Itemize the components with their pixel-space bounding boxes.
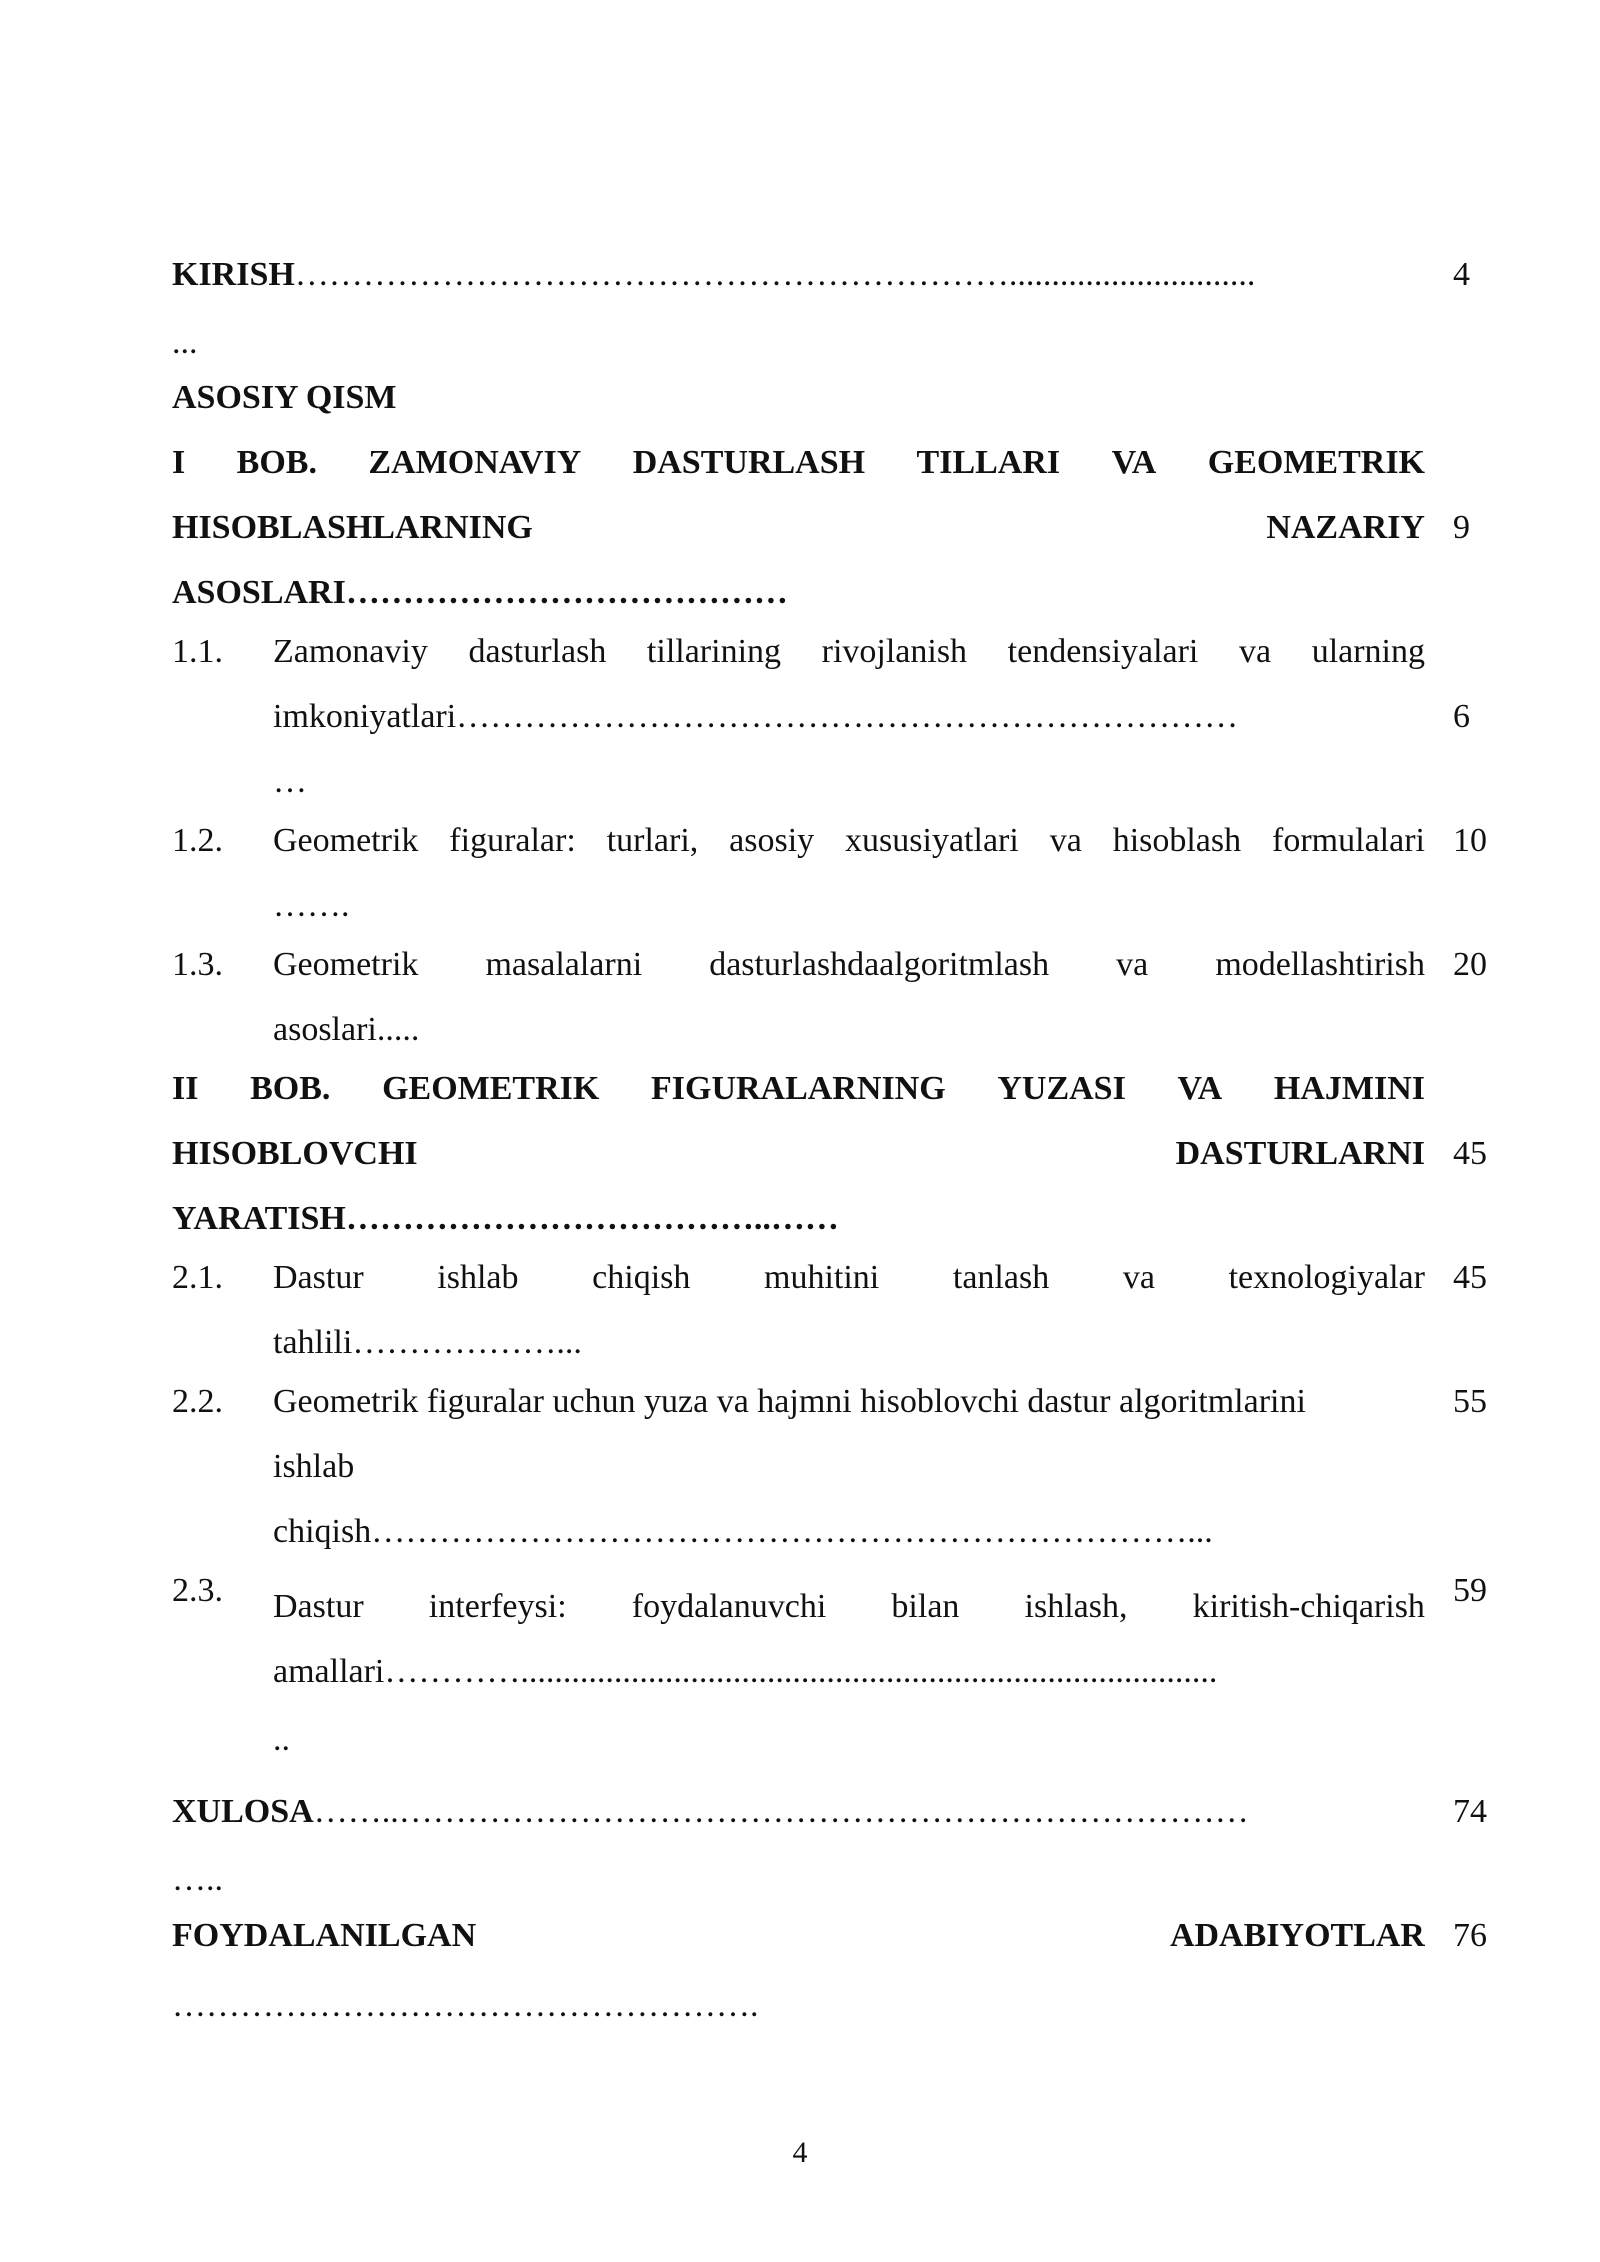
word: HISOBLOVCHI: [172, 1135, 418, 1172]
toc-chapter-1-line1[interactable]: [172, 443, 1425, 483]
word: va: [1116, 946, 1149, 983]
toc-leader-dots: ……………………………………………………….............................: [294, 256, 1256, 293]
word: tendensiyalari: [1007, 633, 1199, 670]
word: ADABIYOTLAR: [1169, 1917, 1425, 1954]
toc-continuation: ..: [273, 1721, 290, 1758]
word: ishlash,: [1024, 1588, 1128, 1625]
word: Dastur: [273, 1259, 364, 1296]
toc-page-number: 45: [1453, 1259, 1487, 1296]
toc-page-number: 4: [1453, 256, 1470, 293]
word: va: [1049, 822, 1082, 859]
word: va: [1238, 633, 1272, 670]
toc-section-number: 2.2.: [172, 1383, 223, 1420]
word: asosiy: [729, 822, 815, 859]
toc-title: XULOSA: [172, 1793, 314, 1830]
toc-continuation: …: [273, 763, 307, 800]
word: Geometrik: [273, 946, 419, 983]
word: masalalarni: [485, 946, 643, 983]
toc-section-2-2-line3: chiqish………………………………………………………………...: [273, 1513, 1213, 1550]
word: figuralar:: [449, 822, 576, 859]
word: BOB.: [236, 444, 317, 481]
toc-section-2-1-line1[interactable]: [273, 1258, 1425, 1298]
word: VA: [1177, 1070, 1223, 1107]
toc-section-2-1-line2: tahlili………………...: [273, 1324, 582, 1361]
word: YUZASI: [997, 1070, 1126, 1107]
page-number-footer: 4: [792, 2136, 808, 2169]
toc-leader-dots: …………………………………………….: [172, 1987, 759, 2024]
word: tanlash: [952, 1259, 1050, 1296]
toc-entry-xulosa[interactable]: [172, 1792, 1404, 1832]
word: HISOBLASHLARNING: [172, 509, 533, 546]
toc-page-number: 59: [1453, 1572, 1487, 1609]
toc-page-number: 9: [1453, 509, 1470, 546]
word: tillarining: [646, 633, 782, 670]
toc-section-1-3-line1[interactable]: [273, 945, 1425, 985]
toc-page-number: 45: [1453, 1135, 1487, 1172]
toc-page-number: 55: [1453, 1383, 1487, 1420]
toc-chapter-1-line3[interactable]: ASOSLARI…………………………………: [172, 574, 788, 611]
toc-continuation: …..: [172, 1861, 223, 1898]
section-heading: ASOSIY QISM: [172, 379, 397, 416]
word: muhitini: [764, 1259, 880, 1296]
word: texnologiyalar: [1228, 1259, 1425, 1296]
word: TILLARI: [916, 444, 1061, 481]
word: FOYDALANILGAN: [172, 1917, 477, 1954]
toc-entry-adabiyotlar[interactable]: [172, 1916, 1425, 1956]
toc-continuation: ...: [172, 324, 198, 361]
word: interfeysi:: [428, 1588, 567, 1625]
word: modellashtirish: [1215, 946, 1425, 983]
word: ishlab: [437, 1259, 519, 1296]
word: bilan: [891, 1588, 960, 1625]
word: Geometrik: [273, 822, 419, 859]
word: ZAMONAVIY: [368, 444, 582, 481]
toc-section-number: 1.2.: [172, 822, 223, 859]
word: I: [172, 444, 186, 481]
word: DASTURLASH: [632, 444, 866, 481]
word: chiqish: [592, 1259, 691, 1296]
toc-section-1-1-line2[interactable]: imkoniyatlari……………………………………………………………: [273, 698, 1239, 735]
toc-entry-kirish[interactable]: [172, 255, 1425, 295]
word: GEOMETRIK: [382, 1070, 600, 1107]
toc-section-1-1-line1[interactable]: [273, 632, 1425, 672]
word: ularning: [1311, 633, 1425, 670]
toc-continuation: …….: [273, 887, 350, 924]
word: Dastur: [273, 1588, 364, 1625]
toc-page-number: 74: [1453, 1793, 1487, 1830]
toc-section-1-2-line1[interactable]: [273, 821, 1425, 861]
word: II: [172, 1070, 199, 1107]
toc-section-number: 1.1.: [172, 633, 223, 670]
toc-page-number: 76: [1453, 1917, 1487, 1954]
word: dasturlash: [468, 633, 607, 670]
word: BOB.: [250, 1070, 331, 1107]
toc-chapter-2-line1[interactable]: [172, 1069, 1425, 1109]
word: DASTURLARNI: [1175, 1135, 1425, 1172]
word: FIGURALARNING: [651, 1070, 946, 1107]
word: dasturlashdaalgoritmlash: [709, 946, 1050, 983]
toc-page-number: 20: [1453, 946, 1487, 983]
toc-section-number: 1.3.: [172, 946, 223, 983]
word: xususiyatlari: [845, 822, 1019, 859]
toc-section-2-3-line1[interactable]: [273, 1587, 1425, 1627]
word: Zamonaviy: [273, 633, 428, 670]
toc-chapter-2-line2[interactable]: [172, 1134, 1425, 1174]
word: HAJMINI: [1273, 1070, 1425, 1107]
word: GEOMETRIK: [1207, 444, 1425, 481]
toc-page-number: 10: [1453, 822, 1487, 859]
word: kiritish-chiqarish: [1192, 1588, 1425, 1625]
word: formulalari: [1272, 822, 1425, 859]
toc-section-2-3-line2: amallari…………..................................................................................: [273, 1653, 1218, 1690]
word: NAZARIY: [1266, 509, 1425, 546]
toc-chapter-1-line2[interactable]: [172, 508, 1425, 548]
toc-section-1-3-line2: asoslari.....: [273, 1011, 420, 1048]
word: turlari,: [606, 822, 699, 859]
toc-leader-dots: ……..…………………………………………………………………: [313, 1793, 1249, 1830]
toc-section-2-2-line2: ishlab: [273, 1448, 355, 1485]
toc-section-2-2-line1[interactable]: Geometrik figuralar uchun yuza va hajmni hisoblovchi dastur algoritmlarini: [273, 1383, 1306, 1420]
word: foydalanuvchi: [631, 1588, 827, 1625]
word: VA: [1111, 444, 1157, 481]
word: rivojlanish: [821, 633, 968, 670]
toc-section-number: 2.3.: [172, 1572, 223, 1609]
toc-title: KIRISH: [172, 256, 295, 293]
toc-page-number: 6: [1453, 698, 1470, 735]
word: va: [1122, 1259, 1155, 1296]
toc-chapter-2-line3[interactable]: YARATISH………………………………..……: [172, 1200, 839, 1237]
toc-section-number: 2.1.: [172, 1259, 223, 1296]
word: hisoblash: [1112, 822, 1242, 859]
